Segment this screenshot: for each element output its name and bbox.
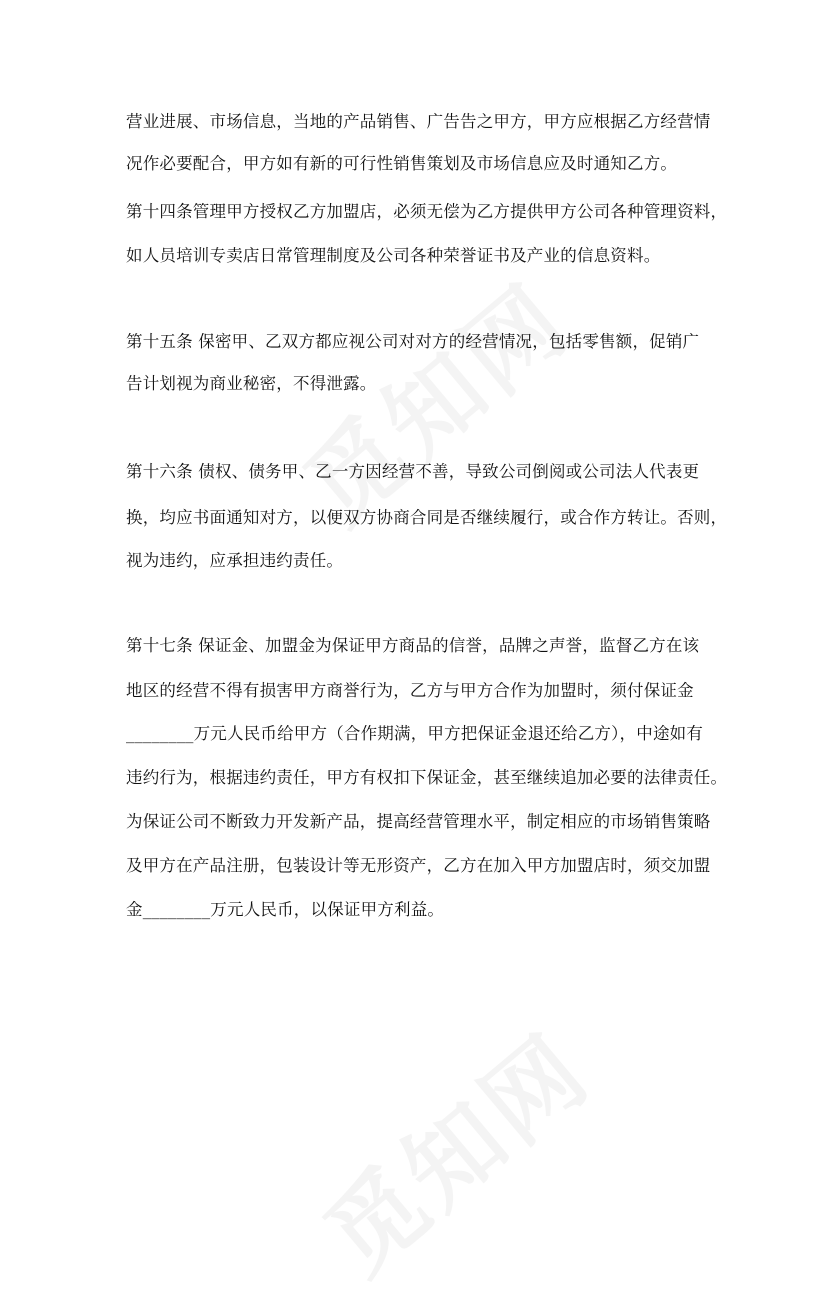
text-line: 第十五条 保密甲、乙双方都应视公司对对方的经营情况，包括零售额，促销广 [126,332,700,351]
text-line: 及甲方在产品注册，包装设计等无形资产，乙方在加入甲方加盟店时，须交加盟 [126,856,711,875]
watermark-logo [272,248,594,550]
text-line: 营业进展、市场信息，当地的产品销售、广告告之甲方，甲方应根据乙方经营情 [126,112,711,131]
text-line: 违约行为，根据违约责任，甲方有权扣下保证金，甚至继续追加必要的法律责任。 [126,768,728,787]
text-line: 如人员培训专卖店日常管理制度及公司各种荣誉证书及产业的信息资料。 [126,246,661,265]
text-line: 换，均应书面通知对方，以便双方协商合同是否继续履行，或合作方转让。否则， [126,508,728,527]
text-line: 为保证公司不断致力开发新产品，提高经营管理水平，制定相应的市场销售策略 [126,812,711,831]
text-line: 地区的经营不得有损害甲方商誉行为，乙方与甲方合作为加盟时，须付保证金 [126,681,694,700]
watermark-logo [292,998,614,1299]
text-line: ________万元人民币给甲方（合作期满，甲方把保证金退还给乙方），中途如有 [126,724,704,743]
text-line: 第十七条 保证金、加盟金为保证甲方商品的信誉，品牌之声誉，监督乙方在该 [126,636,700,655]
text-line: 况作必要配合，甲方如有新的可行性销售策划及市场信息应及时通知乙方。 [126,154,678,173]
text-line: 第十四条管理甲方授权乙方加盟店，必须无偿为乙方提供甲方公司各种管理资料， [126,202,728,221]
text-line: 视为违约，应承担违约责任。 [126,551,344,570]
text-line: 金________万元人民币，以保证甲方利益。 [126,900,445,919]
text-line: 第十六条 债权、债务甲、乙一方因经营不善，导致公司倒阅或公司法人代表更 [126,462,700,481]
text-line: 告计划视为商业秘密，不得泄露。 [126,374,377,393]
